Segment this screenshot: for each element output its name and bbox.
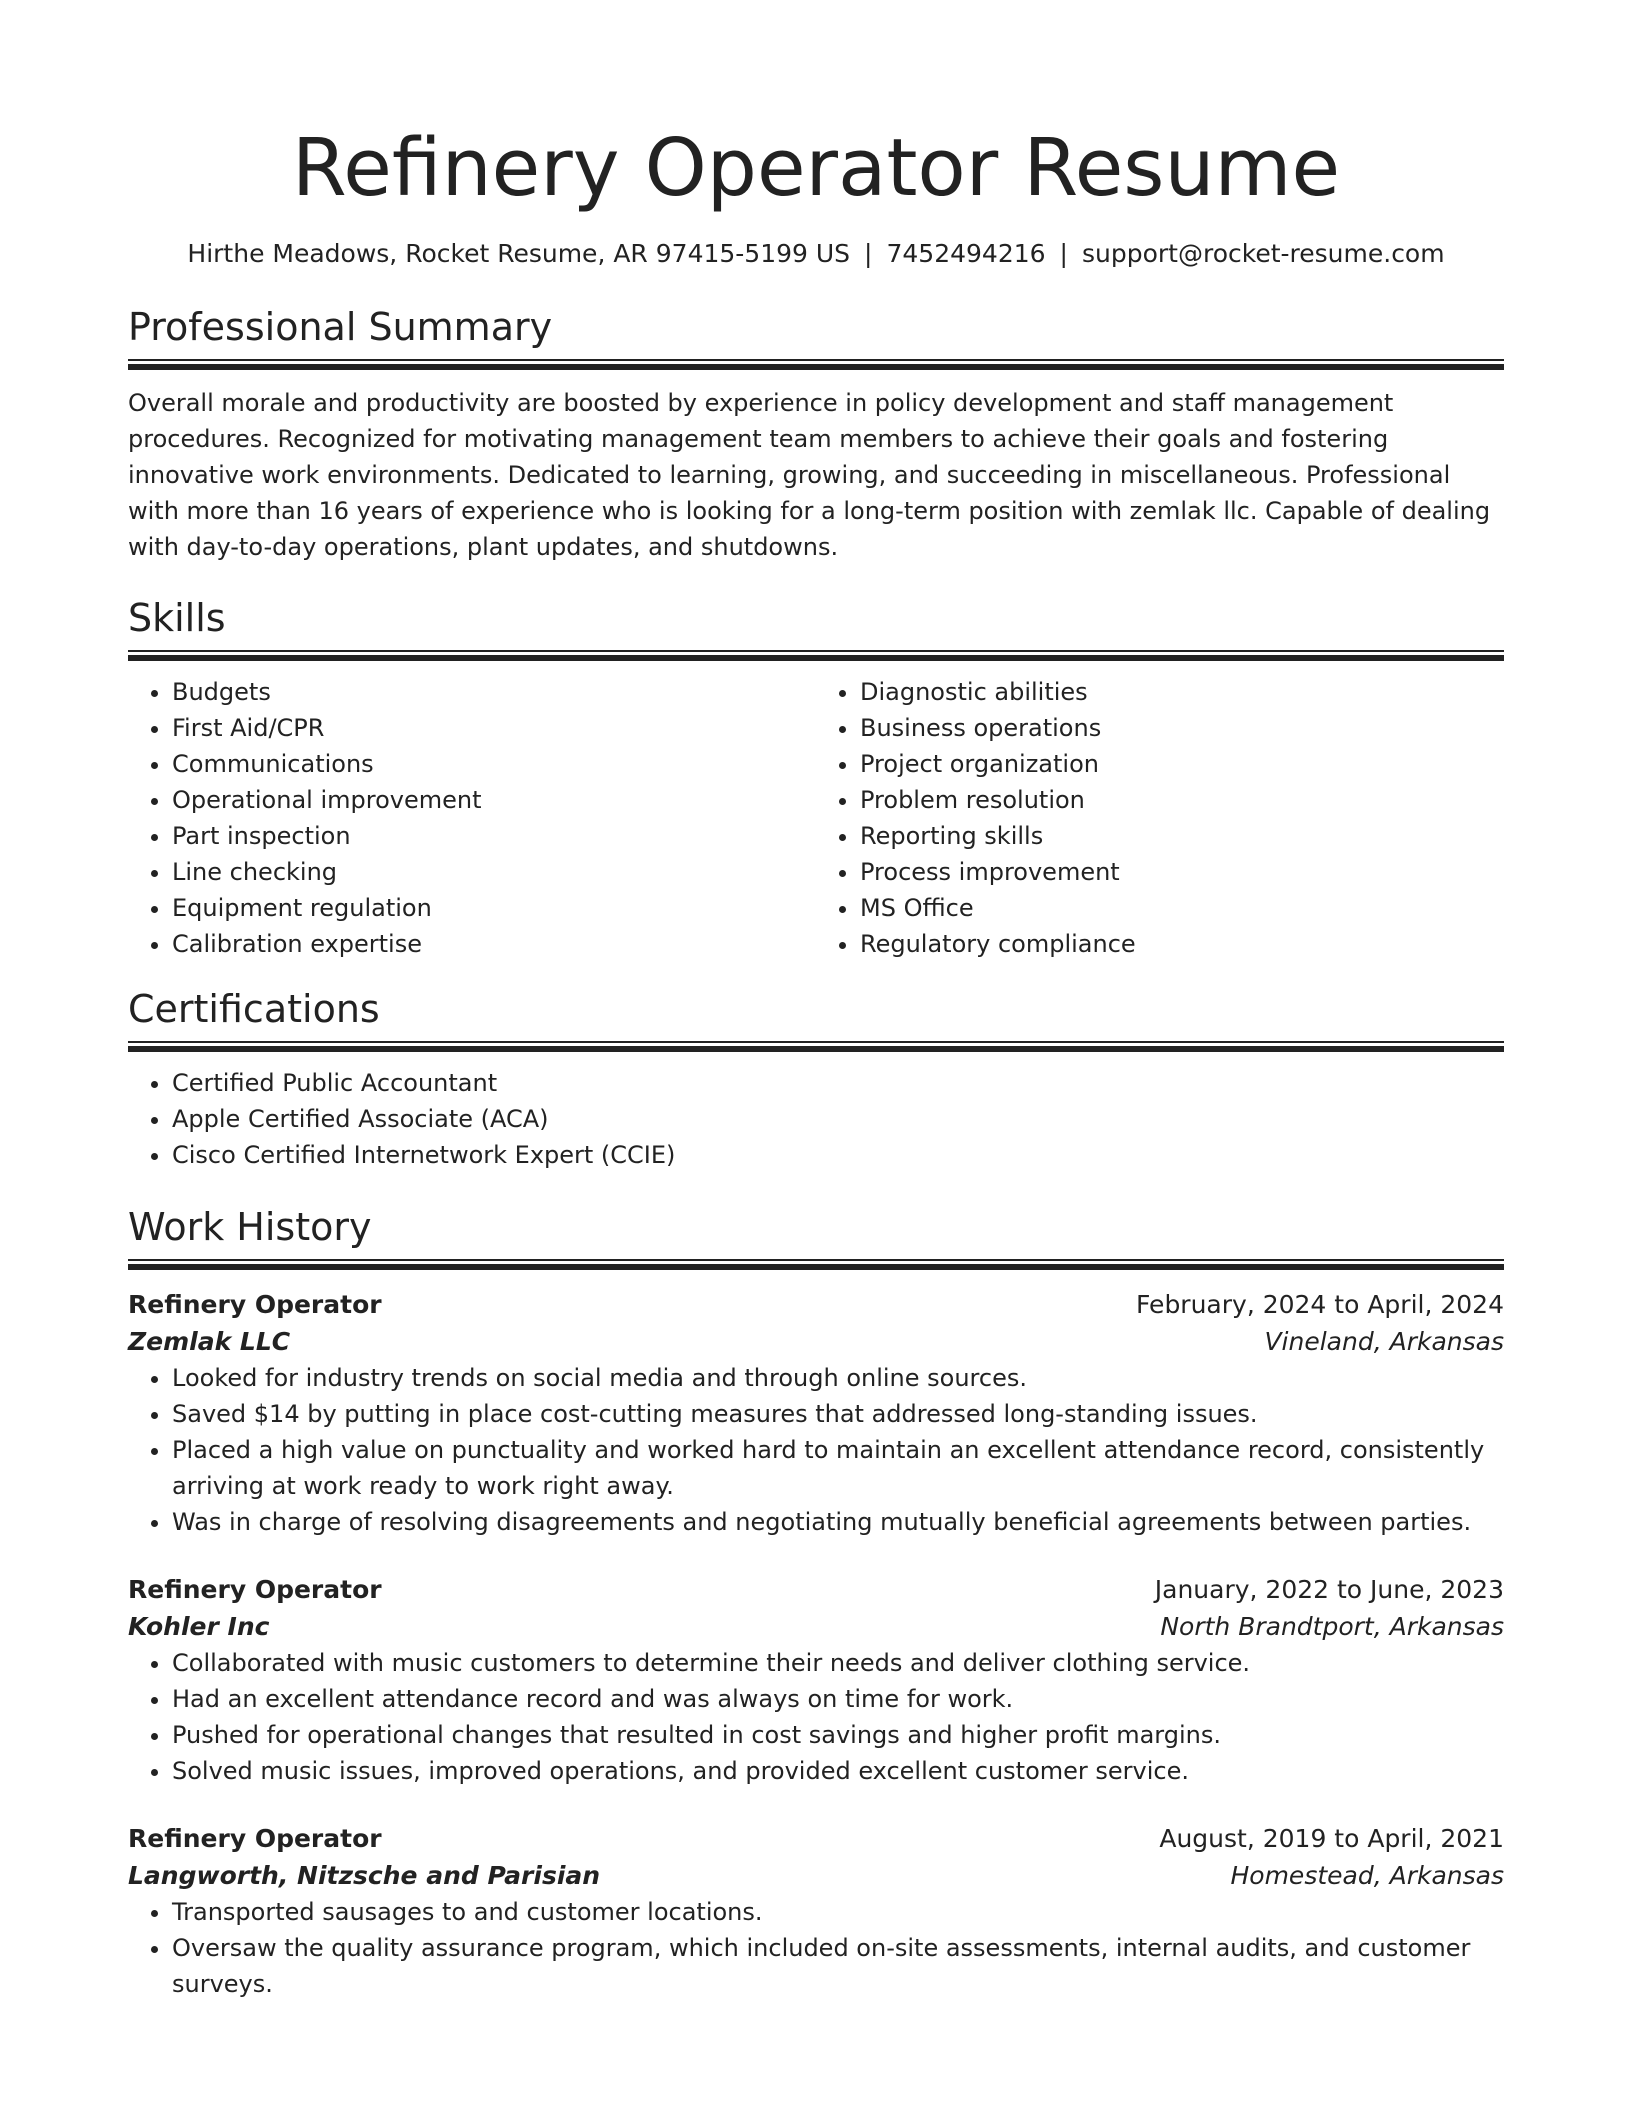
skills-list-right bbox=[816, 674, 1504, 962]
skill-item: • MS Office bbox=[860, 890, 1504, 926]
skills-list-left bbox=[128, 674, 816, 962]
skill-item: • Equipment regulation bbox=[172, 890, 816, 926]
job-duty: • Transported sausages to and customer locations. bbox=[172, 1894, 1504, 1930]
certifications-list bbox=[128, 1052, 1504, 1173]
skill-item: • Calibration expertise bbox=[172, 926, 816, 962]
work-history-section bbox=[128, 1203, 1504, 2002]
skill-item: • Part inspection bbox=[172, 818, 816, 854]
section-divider bbox=[128, 1259, 1504, 1270]
job-entry bbox=[128, 1571, 1504, 1789]
job-duty: • Placed a high value on punctuality and worked hard to maintain an excellent attendance record, consistently arriving at work ready to work right away. bbox=[172, 1432, 1504, 1504]
section-divider bbox=[128, 359, 1504, 370]
job-subheader bbox=[128, 1608, 1504, 1645]
contact-phone: 7452494216 bbox=[886, 239, 1046, 268]
skills-grid bbox=[128, 661, 1504, 962]
skill-item: • Line checking bbox=[172, 854, 816, 890]
job-company: Langworth, Nitzsche and Parisian bbox=[128, 1861, 601, 1890]
summary-section bbox=[128, 303, 1504, 565]
summary-text: Overall morale and productivity are boosted by experience in policy development and staff management procedures. Recognized for motivating management team members to achieve their goals and fostering innovative work environments. Dedicated to learning, growing, and succeeding in miscellaneous. Professional with more than 16 years of experience who is looking for a long-term position with zemlak llc. Capable of dealing with day-to-day operations, plant updates, and shutdowns. bbox=[128, 389, 1491, 561]
job-location: Vineland, Arkansas bbox=[1264, 1327, 1504, 1356]
contact-address: Hirthe Meadows, Rocket Resume, AR 97415-5199 US bbox=[187, 239, 851, 268]
job-subheader bbox=[128, 1323, 1504, 1360]
job-dates: January, 2022 to June, 2023 bbox=[1154, 1575, 1504, 1604]
job-title: Refinery Operator bbox=[128, 1290, 382, 1319]
skill-item: • Business operations bbox=[860, 710, 1504, 746]
job-dates: August, 2019 to April, 2021 bbox=[1159, 1824, 1504, 1853]
work-history-heading: Work History bbox=[128, 1205, 372, 1249]
job-location: Homestead, Arkansas bbox=[1230, 1861, 1504, 1890]
certifications-heading: Certifications bbox=[128, 987, 380, 1031]
job-duty: • Solved music issues, improved operations, and provided excellent customer service. bbox=[172, 1753, 1504, 1789]
skill-item: • Regulatory compliance bbox=[860, 926, 1504, 962]
job-header bbox=[128, 1286, 1504, 1323]
job-header bbox=[128, 1820, 1504, 1857]
skill-item: • Reporting skills bbox=[860, 818, 1504, 854]
job-duty: • Pushed for operational changes that resulted in cost savings and higher profit margins. bbox=[172, 1717, 1504, 1753]
certification-item: • Apple Certified Associate (ACA) bbox=[172, 1101, 1504, 1137]
contact-separator: | bbox=[864, 239, 873, 268]
skill-item: • Budgets bbox=[172, 674, 816, 710]
job-duties bbox=[128, 1645, 1504, 1789]
job-company: Kohler Inc bbox=[128, 1612, 270, 1641]
skill-item: • Process improvement bbox=[860, 854, 1504, 890]
job-duty: • Collaborated with music customers to determine their needs and deliver clothing service. bbox=[172, 1645, 1504, 1681]
section-divider bbox=[128, 650, 1504, 661]
job-location: North Brandtport, Arkansas bbox=[1160, 1612, 1504, 1641]
skill-item: • Project organization bbox=[860, 746, 1504, 782]
job-dates: February, 2024 to April, 2024 bbox=[1136, 1290, 1504, 1319]
skill-item: • Problem resolution bbox=[860, 782, 1504, 818]
job-duty: • Was in charge of resolving disagreements and negotiating mutually beneficial agreements between parties. bbox=[172, 1504, 1504, 1540]
certifications-section bbox=[128, 985, 1504, 1173]
skill-item: • First Aid/CPR bbox=[172, 710, 816, 746]
certification-item: • Certified Public Accountant bbox=[172, 1065, 1504, 1101]
skill-item: • Diagnostic abilities bbox=[860, 674, 1504, 710]
job-duties bbox=[128, 1894, 1504, 2002]
job-title: Refinery Operator bbox=[128, 1575, 382, 1604]
resume-title: Refinery Operator Resume bbox=[291, 122, 1341, 214]
section-divider bbox=[128, 1041, 1504, 1052]
job-company: Zemlak LLC bbox=[128, 1327, 291, 1356]
job-subheader bbox=[128, 1857, 1504, 1894]
job-entry bbox=[128, 1286, 1504, 1540]
contact-separator: | bbox=[1059, 239, 1068, 268]
skills-heading: Skills bbox=[128, 596, 226, 640]
job-duties bbox=[128, 1360, 1504, 1540]
contact-line bbox=[128, 238, 1504, 270]
job-duty: • Had an excellent attendance record and was always on time for work. bbox=[172, 1681, 1504, 1717]
skill-item: • Operational improvement bbox=[172, 782, 816, 818]
certification-item: • Cisco Certified Internetwork Expert (CCIE) bbox=[172, 1137, 1504, 1173]
job-duty: • Looked for industry trends on social media and through online sources. bbox=[172, 1360, 1504, 1396]
skills-section bbox=[128, 594, 1504, 962]
job-duty: • Oversaw the quality assurance program, which included on-site assessments, internal audits, and customer surveys. bbox=[172, 1930, 1504, 2002]
job-header bbox=[128, 1571, 1504, 1608]
contact-email: support@rocket-resume.com bbox=[1081, 239, 1445, 268]
job-entry bbox=[128, 1820, 1504, 2002]
job-title: Refinery Operator bbox=[128, 1824, 382, 1853]
job-duty: • Saved $14 by putting in place cost-cutting measures that addressed long-standing issues. bbox=[172, 1396, 1504, 1432]
summary-heading: Professional Summary bbox=[128, 305, 553, 349]
skill-item: • Communications bbox=[172, 746, 816, 782]
